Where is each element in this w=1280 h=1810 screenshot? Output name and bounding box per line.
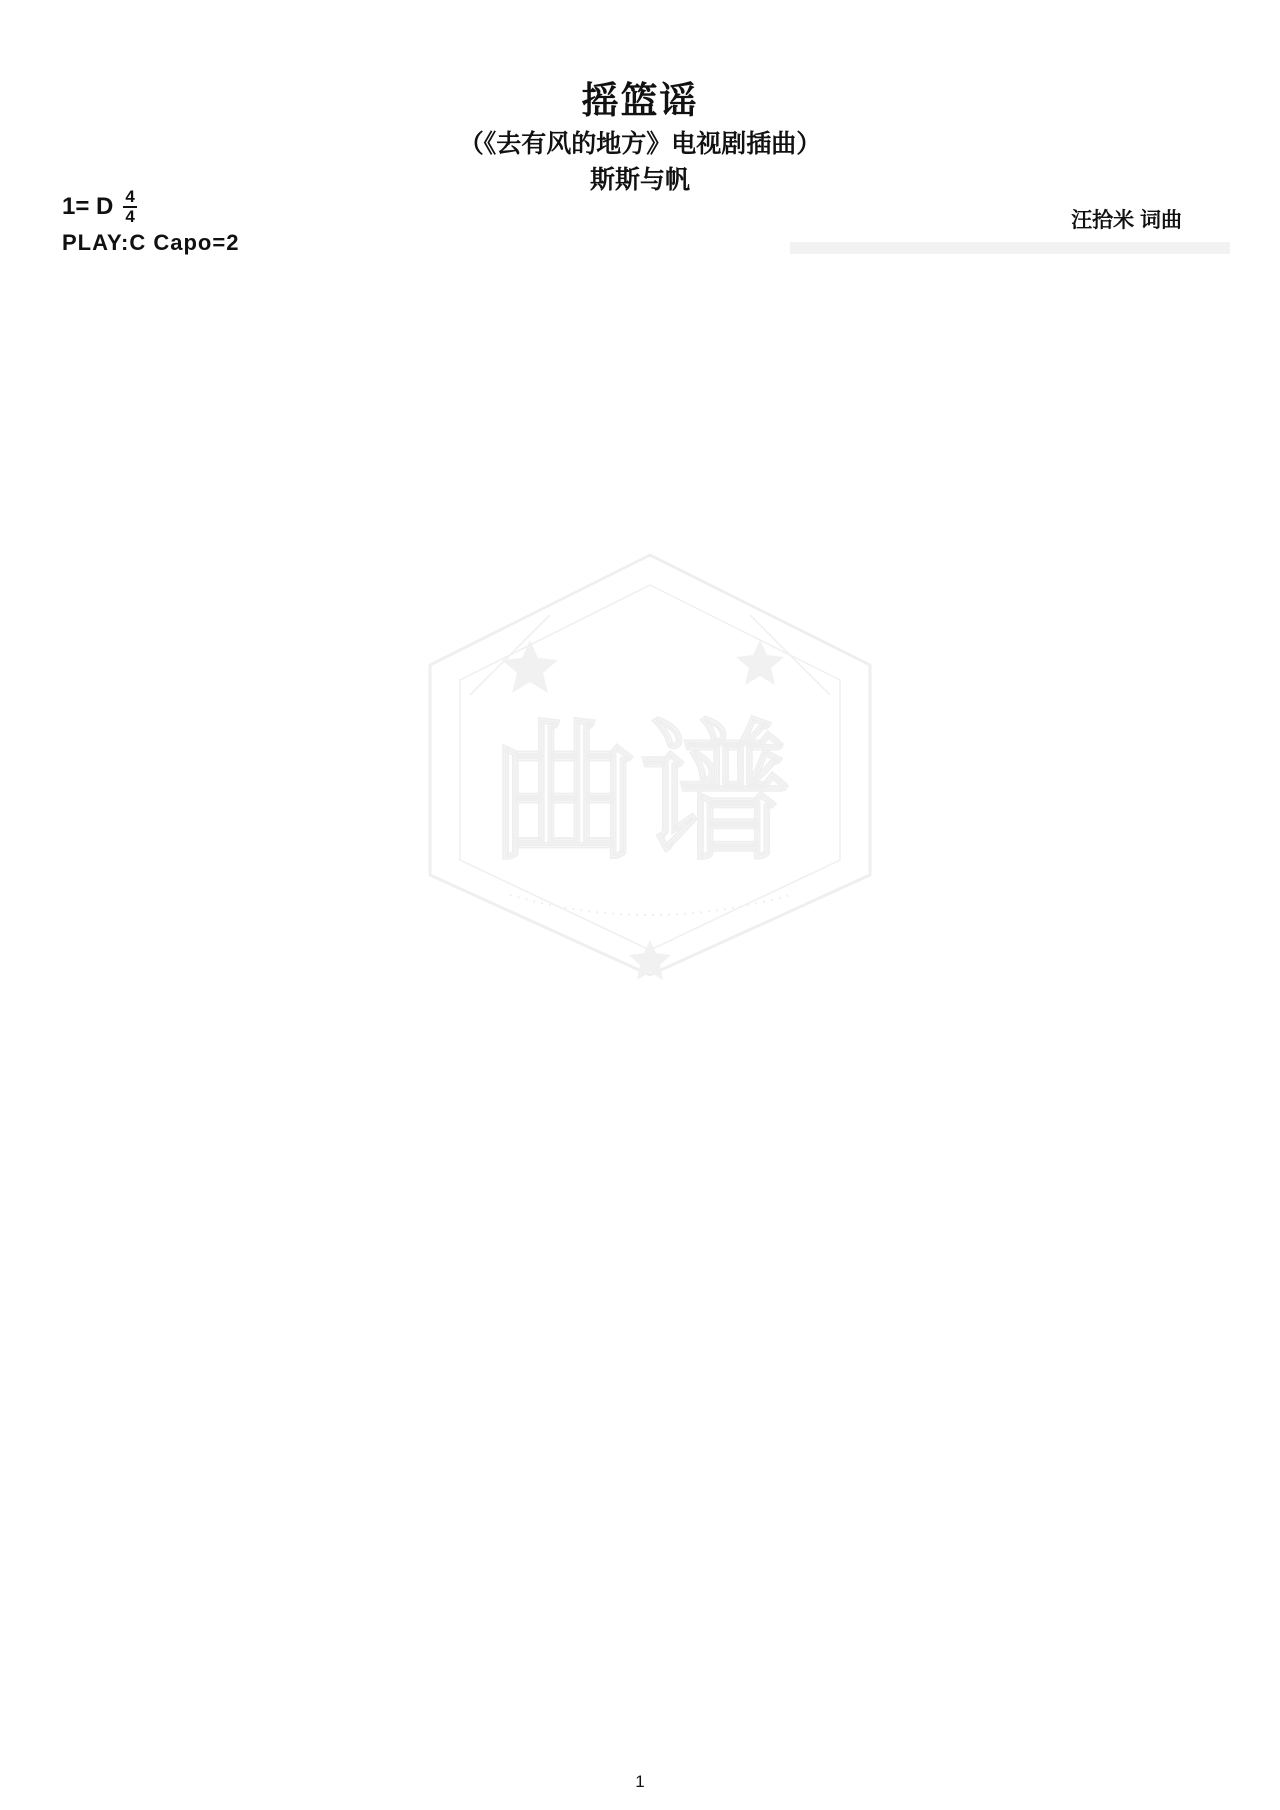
- key-label: 1= D: [62, 192, 114, 220]
- watermark-text: 曲谱: [490, 707, 791, 881]
- song-title: 摇篮谣: [581, 80, 699, 121]
- watermark-star-icon: [502, 640, 558, 693]
- scan-artifact: [790, 242, 1230, 254]
- key-signature: [62, 188, 137, 226]
- meter-numerator: 4: [125, 187, 135, 206]
- song-subtitle: （《去有风的地方》电视剧插曲）: [458, 130, 822, 158]
- meter-denominator: 4: [125, 206, 135, 226]
- page-number: 1: [635, 1772, 645, 1791]
- play-capo-info: PLAY:C Capo=2: [62, 230, 240, 255]
- watermark: [330, 545, 970, 985]
- time-signature: [123, 188, 136, 226]
- artist-name: 斯斯与帆: [589, 166, 690, 194]
- composer-credit: 汪拾米 词曲: [1071, 209, 1182, 232]
